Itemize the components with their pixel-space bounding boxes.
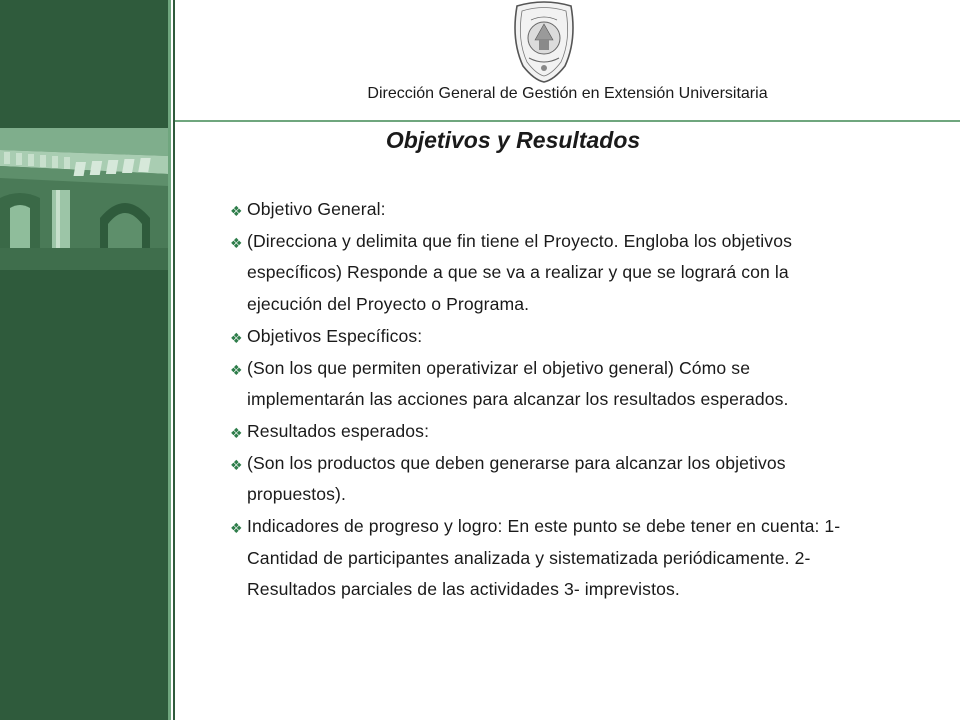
sidebar-panel: [0, 0, 168, 720]
list-item-text: (Direcciona y delimita que fin tiene el Proyecto. Engloba los objetivos específicos) Responde a que se va a realizar y que se logrará con la ejecución del Proyecto o Programa.: [247, 230, 792, 315]
four-diamond-bullet-icon: ❖: [230, 203, 243, 219]
list-item: [230, 511, 850, 606]
bullet-list: [230, 194, 850, 606]
organization-name: Dirección General de Gestión en Extensión Universitaria: [367, 85, 768, 102]
list-item: [230, 416, 850, 448]
university-seal-logo: [509, 0, 579, 84]
list-item-text: (Son los productos que deben generarse para alcanzar los objetivos propuestos).: [247, 452, 786, 505]
list-item-text: Indicadores de progreso y logro: En este punto se debe tener en cuenta: 1-Cantidad de participantes analizada y sistematizada periódicamente. 2-Resultados parciales de las actividades 3- imprevistos.: [247, 516, 841, 600]
four-diamond-bullet-icon: ❖: [230, 520, 243, 537]
four-diamond-bullet-icon: ❖: [230, 456, 243, 473]
list-item-text: Objetivos Específicos:: [247, 325, 423, 346]
list-item-text: (Son los que permiten operativizar el objetivo general) Cómo se implementarán las acciones para alcanzar los resultados esperados.: [247, 357, 789, 410]
sidebar-divider-light: [168, 0, 171, 720]
four-diamond-bullet-icon: ❖: [230, 234, 243, 251]
slide-title: Objetivos y Resultados: [385, 127, 641, 153]
list-item-text: Resultados esperados:: [247, 420, 430, 441]
list-item: [230, 226, 850, 321]
list-item: [230, 353, 850, 416]
header-divider: [175, 120, 960, 122]
building-facade-image: [0, 128, 168, 270]
sidebar-divider-dark: [173, 0, 175, 720]
four-diamond-bullet-icon: ❖: [230, 424, 243, 441]
four-diamond-bullet-icon: ❖: [230, 329, 243, 346]
list-item: [230, 448, 850, 511]
list-item-text: Objetivo General:: [247, 199, 386, 219]
list-item: [230, 194, 850, 226]
list-item: [230, 321, 850, 353]
four-diamond-bullet-icon: ❖: [230, 361, 243, 378]
